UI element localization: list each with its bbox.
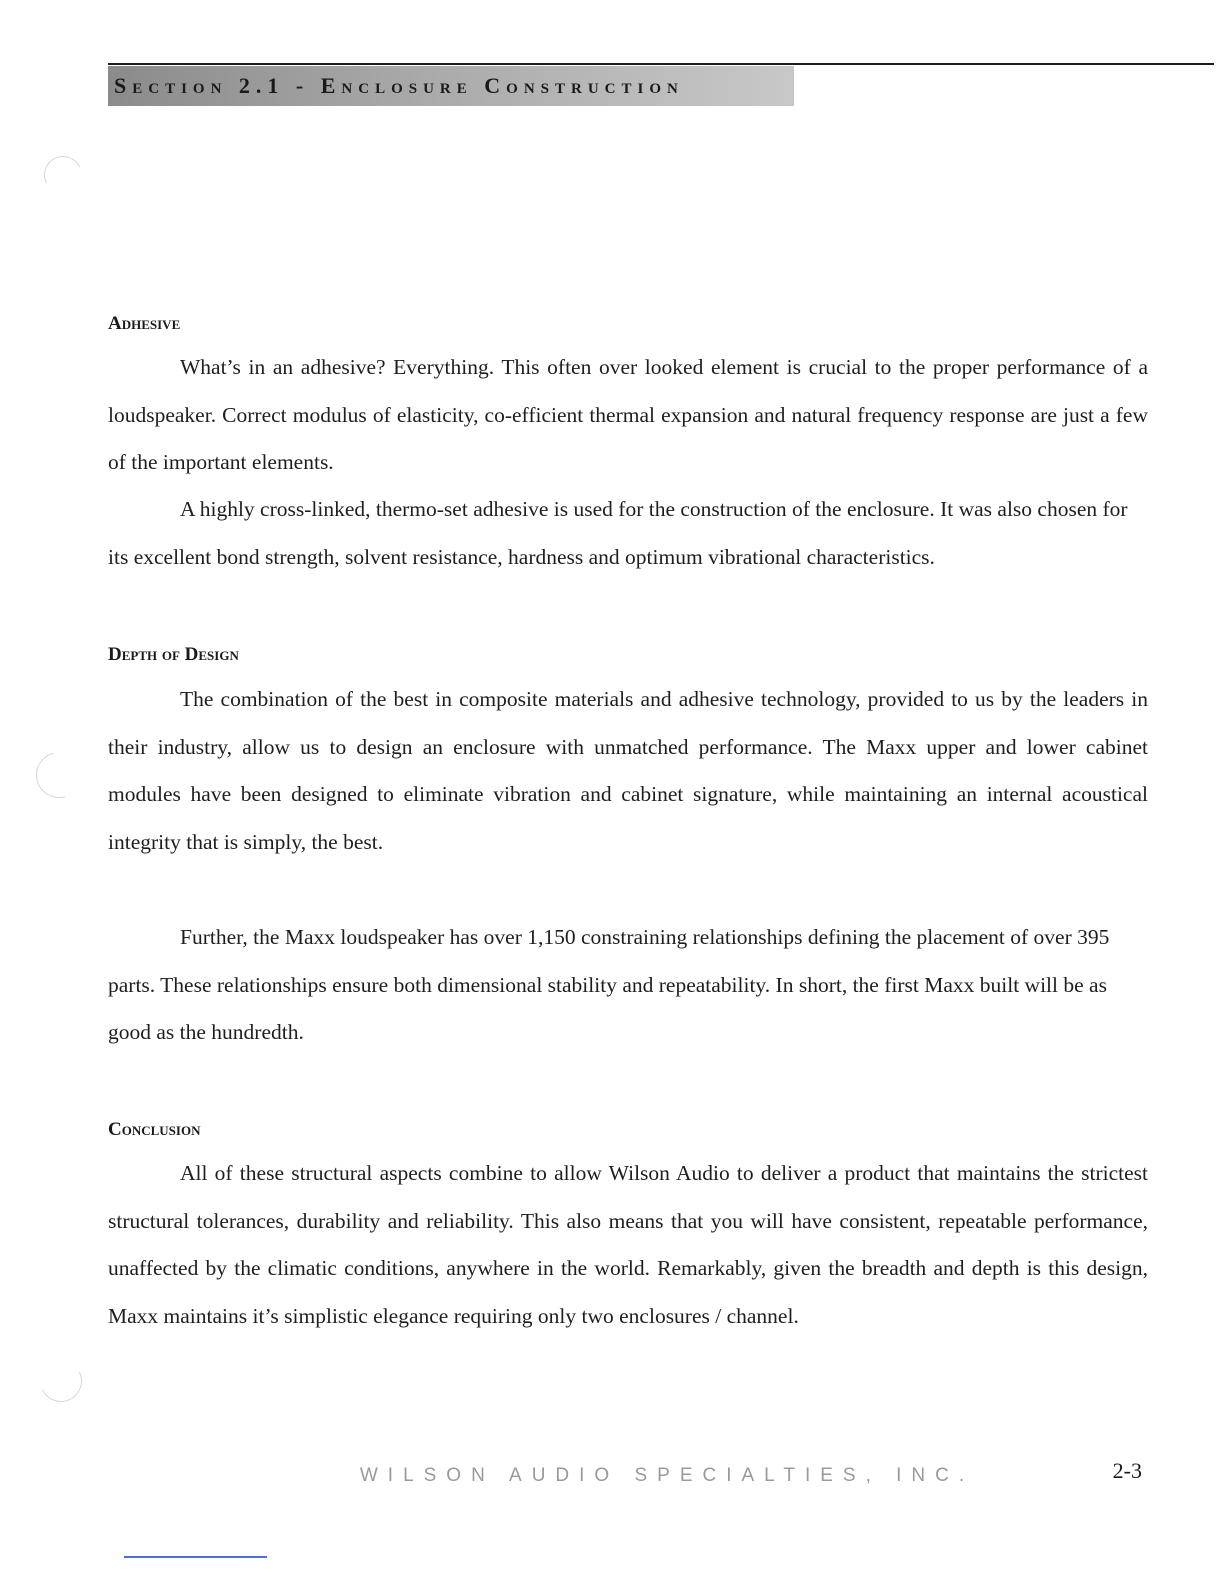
section-banner — [108, 66, 794, 106]
paragraph: Further, the Maxx loudspeaker has over 1,150 constraining relationships defining the placement of over 395 parts. These relationships ensure both dimensional stability and repeatability. In short, the first Maxx built will be as good as the hundredth. — [108, 925, 1110, 1044]
scan-artifact — [28, 744, 91, 807]
section-heading-adhesive: Adhesive — [108, 313, 181, 334]
paragraph: What’s in an adhesive? Everything. This often over looked element is crucial to the proper performance of a loudspeaker. Correct modulus of elasticity, co-efficient thermal expansion and natural frequency response are just a few of the important elements. — [108, 355, 1148, 474]
paragraph: A highly cross-linked, thermo-set adhesive is used for the construction of the enclosure. It was also chosen for its excellent bond strength, solvent resistance, hardness and optimum vibrational characteristics. — [108, 497, 1128, 569]
footer-link-underline — [124, 1556, 267, 1558]
page-number: 2-3 — [1112, 1458, 1142, 1483]
section-heading-conclusion: Conclusion — [108, 1119, 201, 1140]
scan-artifact — [34, 1354, 88, 1408]
footer-company-name: WILSON AUDIO SPECIALTIES, INC. — [359, 1465, 975, 1486]
section-title: Section 2.1 - Enclosure Construction — [114, 73, 684, 98]
paragraph: All of these structural aspects combine to allow Wilson Audio to deliver a product that maintains the strictest structural tolerances, durability and reliability. This also means that you will have consistent, repeatable performance, unaffected by the climatic conditions, anywhere in the world. Remarkably, given the breadth and depth is this design, Maxx maintains it’s simplistic elegance requiring only two enclosures / channel. — [108, 1161, 1148, 1328]
scan-artifact — [39, 151, 88, 200]
header-rule — [108, 63, 1214, 65]
paragraph: The combination of the best in composite materials and adhesive technology, provided to us by the leaders in their industry, allow us to design an enclosure with unmatched performance. The Maxx upper and lower cabinet modules have been designed to eliminate vibration and cabinet signature, while maintaining an internal acoustical integrity that is simply, the best. — [108, 687, 1148, 854]
section-heading-depth-of-design: Depth of Design — [108, 644, 239, 665]
